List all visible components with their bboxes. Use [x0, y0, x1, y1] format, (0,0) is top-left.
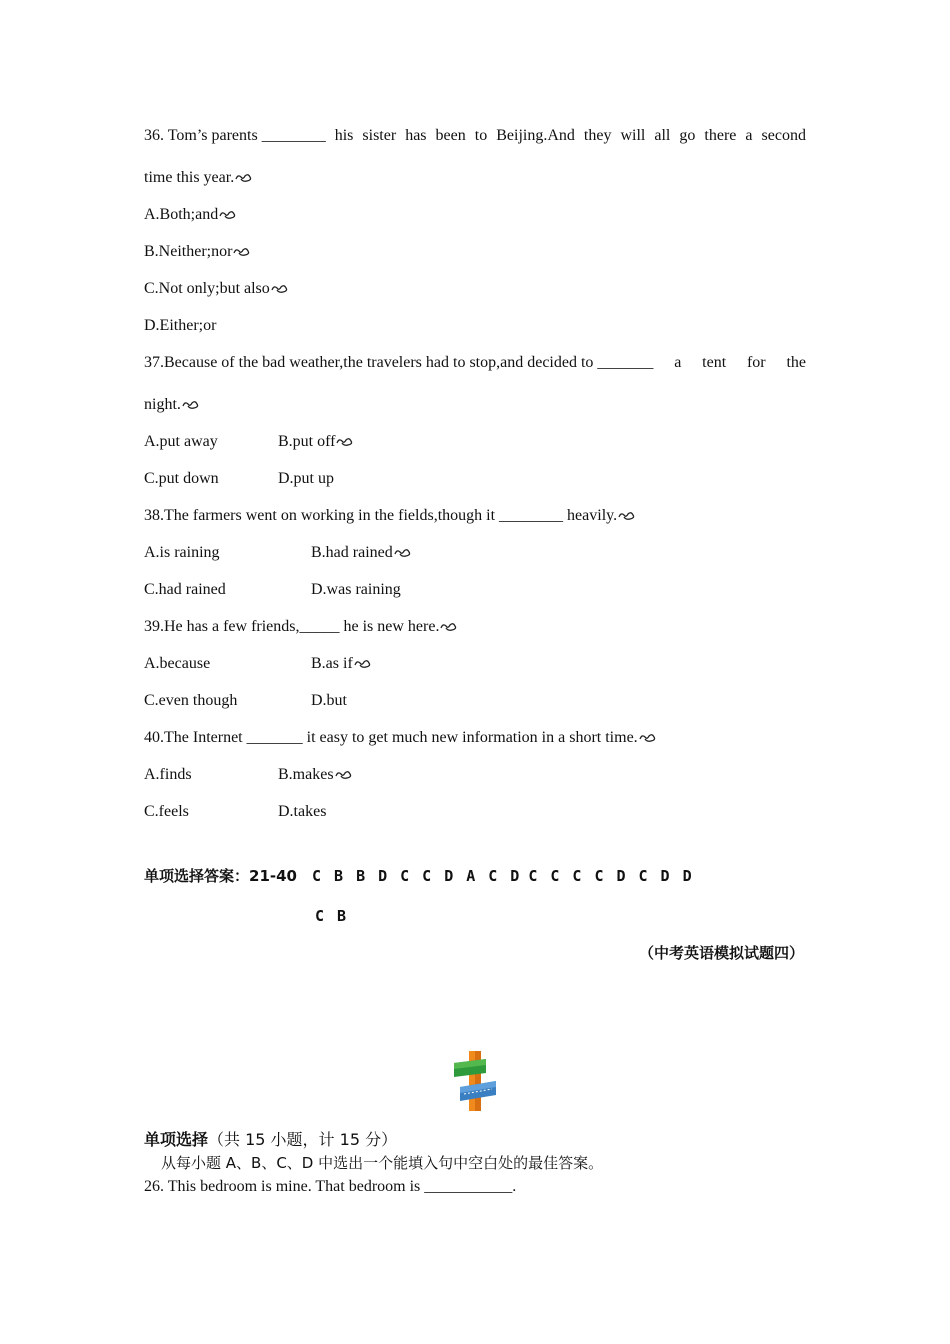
option-text: A.because: [144, 655, 211, 672]
question-text: 38.The farmers went on working in the fields,though it ________ heavily.: [144, 507, 618, 524]
q38-option-a: [144, 544, 220, 562]
answer-letter: D: [616, 867, 626, 885]
q37-line2: [144, 396, 200, 414]
answer-letter: D: [444, 867, 454, 885]
option-text: D.was raining: [311, 581, 401, 598]
scribble-mark-icon: [182, 400, 200, 410]
q39-option-c: [144, 692, 237, 710]
q39-option-a: [144, 655, 210, 673]
answer-letter: C: [488, 867, 498, 885]
answer-letter: C: [312, 867, 322, 885]
answer-letter: D: [682, 867, 692, 885]
answer-letter: D: [378, 867, 388, 885]
q36-word: they: [583, 127, 612, 144]
section-instruction: 从每小题 A、B、C、D 中选出一个能填入句中空白处的最佳答案。: [161, 1154, 604, 1172]
q37-line1: [144, 354, 806, 372]
q39-option-d: [311, 692, 347, 710]
option-text: D.put up: [278, 470, 334, 487]
q37-option-d: [278, 470, 334, 488]
section-heading: [144, 1127, 397, 1150]
option-text: C.feels: [144, 803, 189, 820]
option-text: B.as if: [311, 655, 353, 672]
q37-text: night.: [144, 396, 181, 413]
q40-option-b: [278, 766, 353, 784]
scribble-mark-icon: [235, 173, 253, 183]
q37-word: the: [786, 354, 806, 371]
option-text: A.is raining: [144, 544, 220, 561]
question-text: 39.He has a few friends,_____ he is new here.: [144, 618, 440, 635]
q36-word: will: [620, 127, 646, 144]
option-text: D.but: [311, 692, 347, 709]
q36-word: second: [761, 127, 806, 144]
option-text: C.had rained: [144, 581, 226, 598]
scribble-mark-icon: [394, 548, 412, 558]
option-text: B.had rained: [311, 544, 393, 561]
answer-key-sequence: [315, 907, 359, 925]
q39-text: [144, 618, 458, 636]
q40-option-d: [278, 803, 326, 821]
q36-word: to: [474, 127, 488, 144]
q37-option-a: [144, 433, 218, 451]
scribble-mark-icon: [271, 284, 289, 294]
answer-letter: B: [356, 867, 366, 885]
scribble-mark-icon: [219, 210, 237, 220]
q38-text: [144, 507, 636, 525]
q36-option-c: [144, 280, 289, 298]
scribble-mark-icon: [354, 659, 372, 669]
q37-word: 37.Because of the bad weather,the travelers had to stop,and decided to _______: [144, 354, 654, 371]
answer-letter: C: [594, 867, 604, 885]
q36-word: his: [334, 127, 354, 144]
option-text: D.takes: [278, 803, 327, 820]
option-text: A.finds: [144, 766, 192, 783]
q36-word: Beijing.And: [496, 127, 575, 144]
q40-text: [144, 729, 657, 747]
option-text: B.Neither;nor: [144, 243, 233, 260]
q37-word: tent: [702, 354, 727, 371]
option-text: B.put off: [278, 433, 336, 450]
scribble-mark-icon: [335, 770, 353, 780]
q36-line1: [144, 127, 806, 145]
option-text: C.even though: [144, 692, 238, 709]
scribble-mark-icon: [639, 733, 657, 743]
answer-letter: A: [466, 867, 476, 885]
section-note: （共 15 小题，计 15 分）: [208, 1130, 398, 1149]
signpost-logo-icon: [452, 1049, 498, 1113]
scribble-mark-icon: [618, 511, 636, 521]
q38-option-c: [144, 581, 226, 599]
q36-option-b: [144, 243, 251, 261]
answer-letter: D: [660, 867, 670, 885]
answer-key-row2: [315, 907, 359, 925]
q26-text: 26. This bedroom is mine. That bedroom is ___________.: [144, 1178, 517, 1195]
q36-word: all: [654, 127, 671, 144]
scribble-mark-icon: [233, 247, 251, 257]
q36-word: go: [679, 127, 696, 144]
q36-word: a: [745, 127, 753, 144]
question-text: 40.The Internet _______ it easy to get much new information in a short time.: [144, 729, 638, 746]
q36-word: there: [704, 127, 737, 144]
q40-option-c: [144, 803, 189, 821]
q37-word: for: [746, 354, 766, 371]
scribble-mark-icon: [440, 622, 458, 632]
answer-letter: C: [638, 867, 648, 885]
q37-word: a: [674, 354, 682, 371]
answer-letter: C: [550, 867, 560, 885]
exam-title: （中考英语模拟试题四）: [638, 944, 804, 962]
section-title: 单项选择: [144, 1130, 209, 1149]
option-text: B.makes: [278, 766, 334, 783]
q36-text: time this year.: [144, 169, 235, 186]
q36-option-d: [144, 317, 216, 335]
q39-option-b: [311, 655, 372, 673]
q36-word: has: [405, 127, 427, 144]
answer-key-label: 单项选择答案：21-40: [144, 867, 297, 885]
option-text: C.Not only;but also: [144, 280, 270, 297]
answer-letter: C: [315, 907, 325, 925]
answer-letter: C: [422, 867, 432, 885]
answer-letter: B: [337, 907, 347, 925]
option-text: A.Both;and: [144, 206, 219, 223]
option-text: A.put away: [144, 433, 218, 450]
answer-key-row1: [144, 865, 692, 886]
option-text: C.put down: [144, 470, 219, 487]
q36-word: sister: [362, 127, 397, 144]
answer-letter: D C: [510, 867, 538, 885]
q36-option-a: [144, 206, 237, 224]
q36-word: 36. Tom’s parents ________: [144, 127, 326, 144]
answer-letter: C: [572, 867, 582, 885]
q38-option-b: [311, 544, 412, 562]
answer-key-sequence: [312, 867, 692, 885]
answer-letter: B: [334, 867, 344, 885]
answer-letter: C: [400, 867, 410, 885]
q38-option-d: [311, 581, 401, 599]
scribble-mark-icon: [336, 437, 354, 447]
q36-word: been: [435, 127, 466, 144]
q36-line2: [144, 169, 253, 187]
q37-option-c: [144, 470, 219, 488]
q37-option-b: [278, 433, 354, 451]
option-text: D.Either;or: [144, 317, 217, 334]
q40-option-a: [144, 766, 192, 784]
